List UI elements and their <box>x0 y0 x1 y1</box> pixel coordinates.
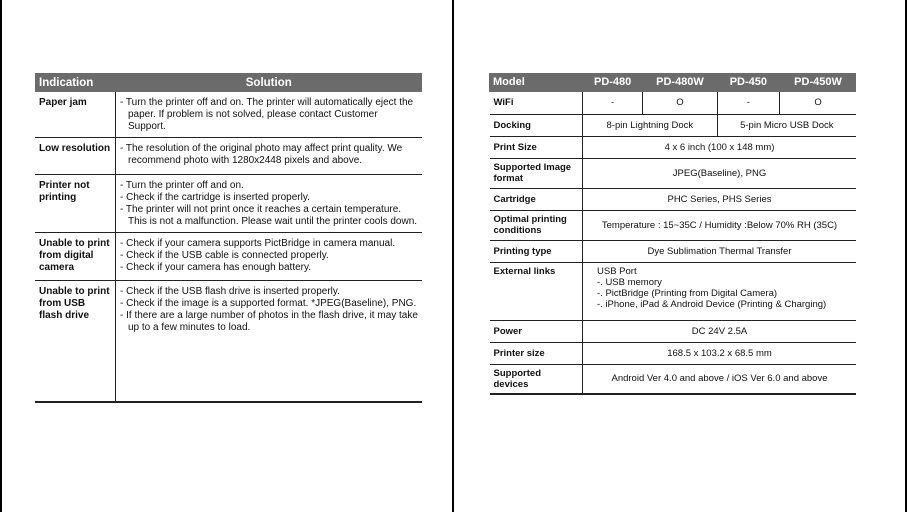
spec-label: WiFi <box>490 92 583 114</box>
external-link-item: USB Port <box>597 265 637 277</box>
spec-value: 8-pin Lightning Dock <box>583 114 718 136</box>
model-pd480-header: PD-480 <box>583 73 643 92</box>
spec-value: - <box>717 92 779 114</box>
indication-cell: Unable to print from USB flash drive <box>35 281 116 402</box>
solution-item: - If there are a large number of photos in the flash drive, it may take up to a few minutes to load. <box>120 310 418 333</box>
table-row <box>35 281 422 402</box>
spec-value: 4 x 6 inch (100 x 148 mm) <box>583 136 857 158</box>
spec-value: JPEG(Baseline), PNG <box>583 158 857 188</box>
spec-label: Supported Image format <box>490 158 583 188</box>
indication-cell: Unable to print from digital camera <box>35 233 116 281</box>
model-pd450w-header: PD-450W <box>780 73 856 92</box>
solution-cell <box>116 281 423 402</box>
spec-value: Temperature : 15~35C / Humidity :Below 70% RH (35C) <box>583 210 857 240</box>
spec-value: Android Ver 4.0 and above / iOS Ver 6.0 and above <box>583 364 857 394</box>
spec-row-print-size <box>490 136 857 158</box>
table-row <box>35 233 422 281</box>
external-link-item: -. iPhone, iPad & Android Device (Printing & Charging) <box>597 298 827 310</box>
indication-cell: Printer not printing <box>35 175 116 233</box>
indication-cell: Low resolution <box>35 138 116 175</box>
spec-row-optimal-conditions <box>490 210 857 240</box>
model-header: Model <box>490 73 583 92</box>
spec-value: O <box>780 92 856 114</box>
external-link-item: -. USB memory <box>597 276 662 288</box>
solution-header: Solution <box>116 73 423 92</box>
spec-value: 168.5 x 103.2 x 68.5 mm <box>583 342 857 364</box>
spec-value: O <box>643 92 717 114</box>
spec-row-docking <box>490 114 857 136</box>
specifications-table <box>489 73 856 395</box>
spec-label: Printer size <box>490 342 583 364</box>
solution-item: - Check if your camera has enough battery. <box>120 262 312 273</box>
spec-label: Supported devices <box>490 364 583 394</box>
table-row <box>35 175 422 233</box>
spec-label: Optimal printing conditions <box>490 210 583 240</box>
spec-label: Print Size <box>490 136 583 158</box>
solution-item: - Check if the cartridge is inserted properly. <box>120 192 310 203</box>
spec-value: PHC Series, PHS Series <box>583 188 857 210</box>
spec-row-external-links <box>490 262 857 320</box>
spec-label: Docking <box>490 114 583 136</box>
solution-cell <box>116 138 423 175</box>
solution-item: - The resolution of the original photo may affect print quality. We recommend photo with 1280x2448 pixels and above. <box>120 143 403 166</box>
solution-item: - Turn the printer off and on. The printer will automatically eject the paper. If problem is not solved, please contact Customer Support. <box>120 97 414 132</box>
spec-row-power <box>490 320 857 342</box>
spec-value: DC 24V 2.5A <box>583 320 857 342</box>
spec-label: Printing type <box>490 240 583 262</box>
solution-item: - Turn the printer off and on. <box>120 180 244 191</box>
indication-cell: Paper jam <box>35 92 116 138</box>
spec-value <box>583 262 857 320</box>
solution-item: - The printer will not print once it reaches a certain temperature. This is not a malfunction. Please wait until the printer cools down. <box>120 204 418 227</box>
table-row <box>35 138 422 175</box>
troubleshooting-table <box>35 73 422 403</box>
page-border-left <box>0 0 2 512</box>
spec-value: Dye Sublimation Thermal Transfer <box>583 240 857 262</box>
model-pd450-header: PD-450 <box>717 73 779 92</box>
spec-row-printing-type <box>490 240 857 262</box>
solution-cell <box>116 175 423 233</box>
spec-row-wifi <box>490 92 857 114</box>
spec-label: External links <box>490 262 583 320</box>
solution-cell <box>116 233 423 281</box>
external-link-item: -. PictBridge (Printing from Digital Camera) <box>597 287 778 299</box>
indication-header: Indication <box>35 73 116 92</box>
solution-cell <box>116 92 423 138</box>
solution-item: - Check if your camera supports PictBridge in camera manual. <box>120 238 396 249</box>
solution-item: - Check if the USB flash drive is inserted properly. <box>120 286 340 297</box>
spec-value: 5-pin Micro USB Dock <box>717 114 856 136</box>
spec-row-supported-devices <box>490 364 857 394</box>
table-row <box>35 92 422 138</box>
spec-row-image-format <box>490 158 857 188</box>
spec-label: Power <box>490 320 583 342</box>
spec-row-cartridge <box>490 188 857 210</box>
spec-label: Cartridge <box>490 188 583 210</box>
page-border-right <box>905 0 907 512</box>
solution-item: - Check if the USB cable is connected properly. <box>120 250 329 261</box>
model-pd480w-header: PD-480W <box>643 73 717 92</box>
spec-value: - <box>583 92 643 114</box>
spec-row-printer-size <box>490 342 857 364</box>
solution-item: - Check if the image is a supported format. *JPEG(Baseline), PNG. <box>120 298 417 309</box>
page-divider <box>452 0 454 512</box>
